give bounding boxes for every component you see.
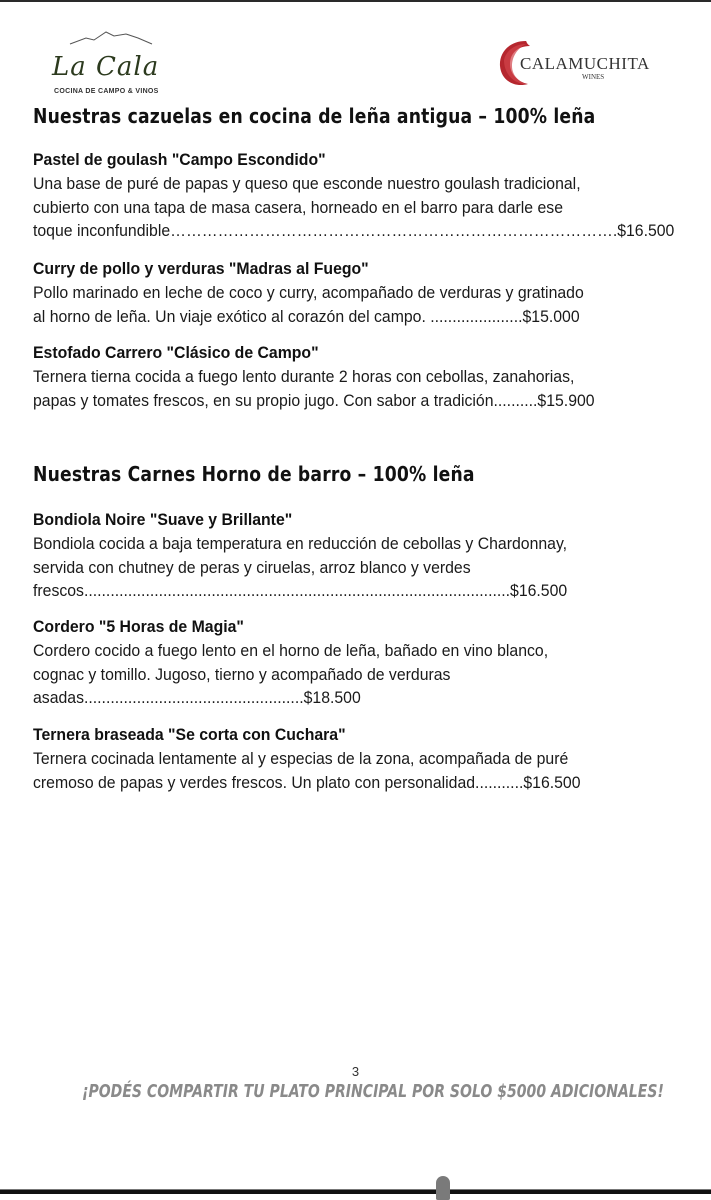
mountains-icon	[68, 30, 158, 46]
item-description	[33, 747, 683, 794]
top-border	[0, 0, 711, 2]
description-line: Pollo marinado en leche de coco y curry, acompañado de verduras y gratinado	[33, 283, 584, 302]
promo-banner	[0, 1081, 711, 1102]
description-line: Ternera tierna cocida a fuego lento durante 2 horas con cebollas, zanahorias,	[33, 367, 575, 386]
section-title-carnes: Nuestras Carnes Horno de barro – 100% leña	[33, 462, 475, 486]
description-line: servida con chutney de peras y ciruelas, arroz blanco y verdes	[33, 557, 471, 577]
item-name: Ternera braseada "Se corta con Cuchara"	[33, 725, 346, 744]
bottom-border	[0, 1189, 711, 1194]
scroll-handle[interactable]	[436, 1176, 450, 1200]
section-title-cazuelas: Nuestras cazuelas en cocina de leña antigua – 100% leña	[33, 104, 596, 128]
description-line-price: al horno de leña. Un viaje exótico al corazón del campo. .....................$15.000	[33, 306, 580, 326]
description-line-price: toque inconfundible………………………………………………………………………….$16.500	[33, 221, 675, 240]
menu-item	[33, 341, 683, 412]
calamuchita-logo	[496, 38, 650, 90]
item-description	[33, 365, 683, 412]
item-description	[33, 281, 683, 328]
description-line-price: cremoso de papas y verdes frescos. Un plato con personalidad...........$16.500	[33, 772, 581, 792]
calamuchita-name: CALAMUCHITA	[520, 54, 650, 73]
item-name: Cordero "5 Horas de Magia"	[33, 617, 244, 636]
item-name: Curry de pollo y verduras "Madras al Fuego"	[33, 259, 369, 278]
description-line: Ternera cocinada lentamente al y especias de la zona, acompañada de puré	[33, 749, 569, 768]
description-line: Cordero cocido a fuego lento en el horno de leña, bañado en vino blanco,	[33, 641, 549, 660]
menu-item	[33, 615, 683, 710]
menu-item	[33, 508, 683, 603]
item-name: Estofado Carrero "Clásico de Campo"	[33, 343, 319, 362]
item-description	[33, 172, 683, 243]
promo-text: ¡PODÉS COMPARTIR TU PLATO PRINCIPAL POR SOLO $5000 ADICIONALES!	[82, 1081, 664, 1102]
item-description	[33, 532, 683, 603]
description-line: Una base de puré de papas y queso que esconde nuestro goulash tradicional,	[33, 174, 581, 193]
calamuchita-wines: WINES	[582, 73, 605, 81]
description-line: cognac y tomillo. Jugoso, tierno y acompañado de verduras	[33, 664, 451, 684]
la-cala-logo	[48, 30, 178, 100]
la-cala-name: La Cala	[52, 52, 160, 82]
description-line: Bondiola cocida a baja temperatura en reducción de cebollas y Chardonnay,	[33, 534, 568, 553]
page-number: 3	[351, 1064, 360, 1079]
menu-item	[33, 148, 683, 243]
item-description	[33, 639, 683, 710]
item-name: Bondiola Noire "Suave y Brillante"	[33, 510, 293, 529]
menu-item	[33, 257, 683, 328]
item-name: Pastel de goulash "Campo Escondido"	[33, 150, 326, 169]
la-cala-tagline: COCINA DE CAMPO & VINOS	[54, 88, 159, 95]
menu-item	[33, 723, 683, 794]
description-line-price: papas y tomates frescos, en su propio jugo. Con sabor a tradición..........$15.900	[33, 390, 595, 410]
description-line: cubierto con una tapa de masa casera, horneado en el barro para darle ese	[33, 197, 563, 217]
description-line-price: asadas..................................................$18.500	[33, 688, 361, 707]
description-line-price: frescos.................................................................................................$16.500	[33, 581, 568, 600]
